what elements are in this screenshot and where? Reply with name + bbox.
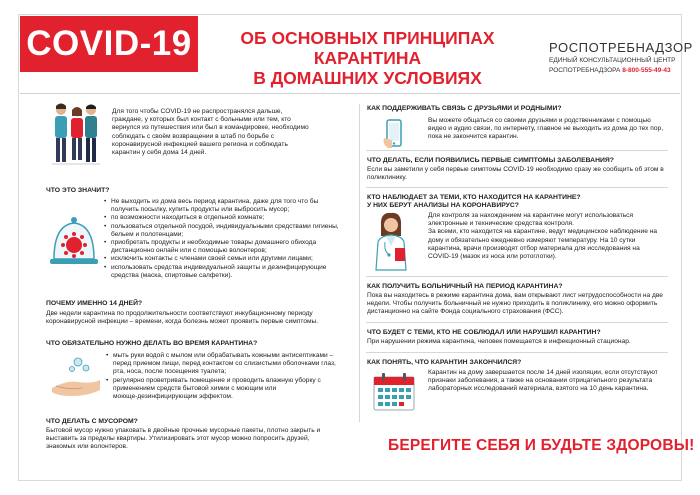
title-line-2: В ДОМАШНИХ УСЛОВИЯХ <box>253 68 482 88</box>
section-divider <box>366 276 668 277</box>
contact-heading: КАК ПОДДЕРЖИВАТЬ СВЯЗЬ С ДРУЗЬЯМИ И РОДНЫМИ? <box>367 105 562 112</box>
must-list <box>106 352 358 401</box>
trash-heading: ЧТО ДЕЛАТЬ С МУСОРОМ? <box>46 418 138 425</box>
sickleave-text: Пока вы находитесь в режиме карантина дома, вам открывают лист нетрудоспособности на две недели. Чтобы получить больничный не нужно приходить в поликлинику, его можно оформить дистанционно на сайте Фонда социального страхования (ФСС). <box>367 292 663 316</box>
must-heading: ЧТО ОБЯЗАТЕЛЬНО НУЖНО ДЕЛАТЬ ВО ВРЕМЯ КАРАНТИНА? <box>46 340 258 347</box>
covid-logo <box>20 16 198 72</box>
symptoms-text: Если вы заметили у себя первые симптомы COVID-19 необходимо сразу же сообщить об этом в поликлинику. <box>367 166 664 182</box>
header-divider <box>20 93 680 94</box>
calendar-icon <box>372 372 416 412</box>
phone-icon <box>382 118 406 150</box>
org-line-2: РОСПОТРЕБНАДЗОРА <box>549 67 621 74</box>
ended-heading: КАК ПОНЯТЬ, ЧТО КАРАНТИН ЗАКОНЧИЛСЯ? <box>367 359 522 366</box>
slogan: БЕРЕГИТЕ СЕБЯ И БУДЬТЕ ЗДОРОВЫ! <box>388 437 695 454</box>
list-item: • мыть руки водой с мылом или обрабатывать кожными антисептиками – перед приемом пищи, перед контактом со слизистыми оболочками глаз, рта, носа, после посещения туалета; <box>106 352 358 377</box>
section-divider <box>366 150 668 151</box>
list-item: • Не выходить из дома весь период карантина, даже для того что бы получить посылку, купить продукты или выбросить мусор; <box>104 198 358 214</box>
list-item: • исключить контакты с членами своей семьи или другими лицами; <box>104 255 358 263</box>
column-divider <box>359 104 360 422</box>
violate-text: При нарушении режима карантина, человек помещается в инфекционный стационар. <box>367 338 631 345</box>
meaning-heading: ЧТО ЭТО ЗНАЧИТ? <box>46 187 110 194</box>
section-divider <box>366 352 668 353</box>
section-divider <box>366 187 668 188</box>
people-illustration-icon <box>50 102 102 168</box>
list-item: • использовать средства индивидуальной защиты и дезинфицирующие средства (маска, спиртовые салфетки). <box>104 264 358 280</box>
contact-text: Вы можете общаться со своими друзьями и родственниками с помощью видео и аудио связи, по интернету, главное не выходить из дома до тех пор, пока не закончится карантин. <box>428 117 664 141</box>
list-item: • по возможности находиться в отдельной комнате; <box>104 214 358 222</box>
org-name: РОСПОТРЕБНАДЗОР <box>549 40 693 55</box>
violate-heading: ЧТО БУДЕТ С ТЕМИ, КТО НЕ СОБЛЮДАЛ ИЛИ НАРУШИЛ КАРАНТИН? <box>367 329 601 336</box>
section-divider <box>366 322 668 323</box>
ended-text: Карантин на дому завершается после 14 дней изоляции, если отсутствуют признаки заболевания, а также на основании отрицательного результата лабораторных исследований материала, взятого на 10 день карантина. <box>428 369 658 393</box>
trash-text: Бытовой мусор нужно упаковать в двойные прочные мусорные пакеты, плотно закрыть и выставить за пределы квартиры. Утилизировать этот мусор можно попросить друзей, знакомых или волонтеров. <box>46 427 321 451</box>
org-block <box>549 40 693 75</box>
observe-text: Для контроля за нахождением на карантине могут использоваться электронные и технические средства контроля. За всеми, кто находится на карантине, ведут медицинское наблюдение на дому и обязательно ежедневно измеряют температуру. На 10 сутки карантина, врачи производят отбор материала для исследования на COVID-19 (мазок из носа или ротоглотки). <box>428 212 658 261</box>
intro-text: Для того чтобы COVID-19 не распространялся дальше, граждане, у которых был контакт с больными или тем, кто вернулся из путешествия или был в командировке, необходимо соблюдать с своём возвращении в штаб по борьбе с коронавирусной инфекцией вашего региона и соблюдать карантин у себя дома 14 дней. <box>112 108 309 157</box>
org-phone: 8-800-555-49-43 <box>622 67 671 74</box>
sickleave-heading: КАК ПОЛУЧИТЬ БОЛЬНИЧНЫЙ НА ПЕРИОД КАРАНТИНА? <box>367 283 563 290</box>
why14-heading: ПОЧЕМУ ИМЕННО 14 ДНЕЙ? <box>46 300 143 307</box>
handwash-icon <box>48 354 104 402</box>
list-item: • пользоваться отдельной посудой, индивидуальными средствами гигиены, бельем и полотенцами; <box>104 223 358 239</box>
page-title <box>210 28 525 88</box>
virus-dome-icon <box>48 215 100 271</box>
observe-heading: КТО НАБЛЮДАЕТ ЗА ТЕМИ, КТО НАХОДИТСЯ НА КАРАНТИНЕ? У НИХ БЕРУТ АНАЛИЗЫ НА КОРОНАВИРУС? <box>367 194 581 209</box>
doctor-icon <box>370 212 412 272</box>
list-item: • приобретать продукты и необходимые товары домашнего обихода дистанционно онлайн или с помощью волонтеров; <box>104 239 358 255</box>
org-line-1: ЕДИНЫЙ КОНСУЛЬТАЦИОННЫЙ ЦЕНТР <box>549 57 676 64</box>
why14-text: Две недели карантина по продолжительности соответствуют инкубационному периоду коронавирусной инфекции – времени, когда болезнь может проявить первые симптомы. <box>46 310 319 326</box>
title-line-1: ОБ ОСНОВНЫХ ПРИНЦИПАХ КАРАНТИНА <box>240 28 495 68</box>
meaning-list <box>104 198 358 280</box>
logo-text: COVID-19 <box>26 24 192 63</box>
list-item: • регулярно проветривать помещение и проводить влажную уборку с применением средств бытовой химии с моющим или моюще-дезинфицирующим эффектом. <box>106 377 358 402</box>
symptoms-heading: ЧТО ДЕЛАТЬ, ЕСЛИ ПОЯВИЛИСЬ ПЕРВЫЕ СИМПТОМЫ ЗАБОЛЕВАНИЯ? <box>367 157 614 164</box>
